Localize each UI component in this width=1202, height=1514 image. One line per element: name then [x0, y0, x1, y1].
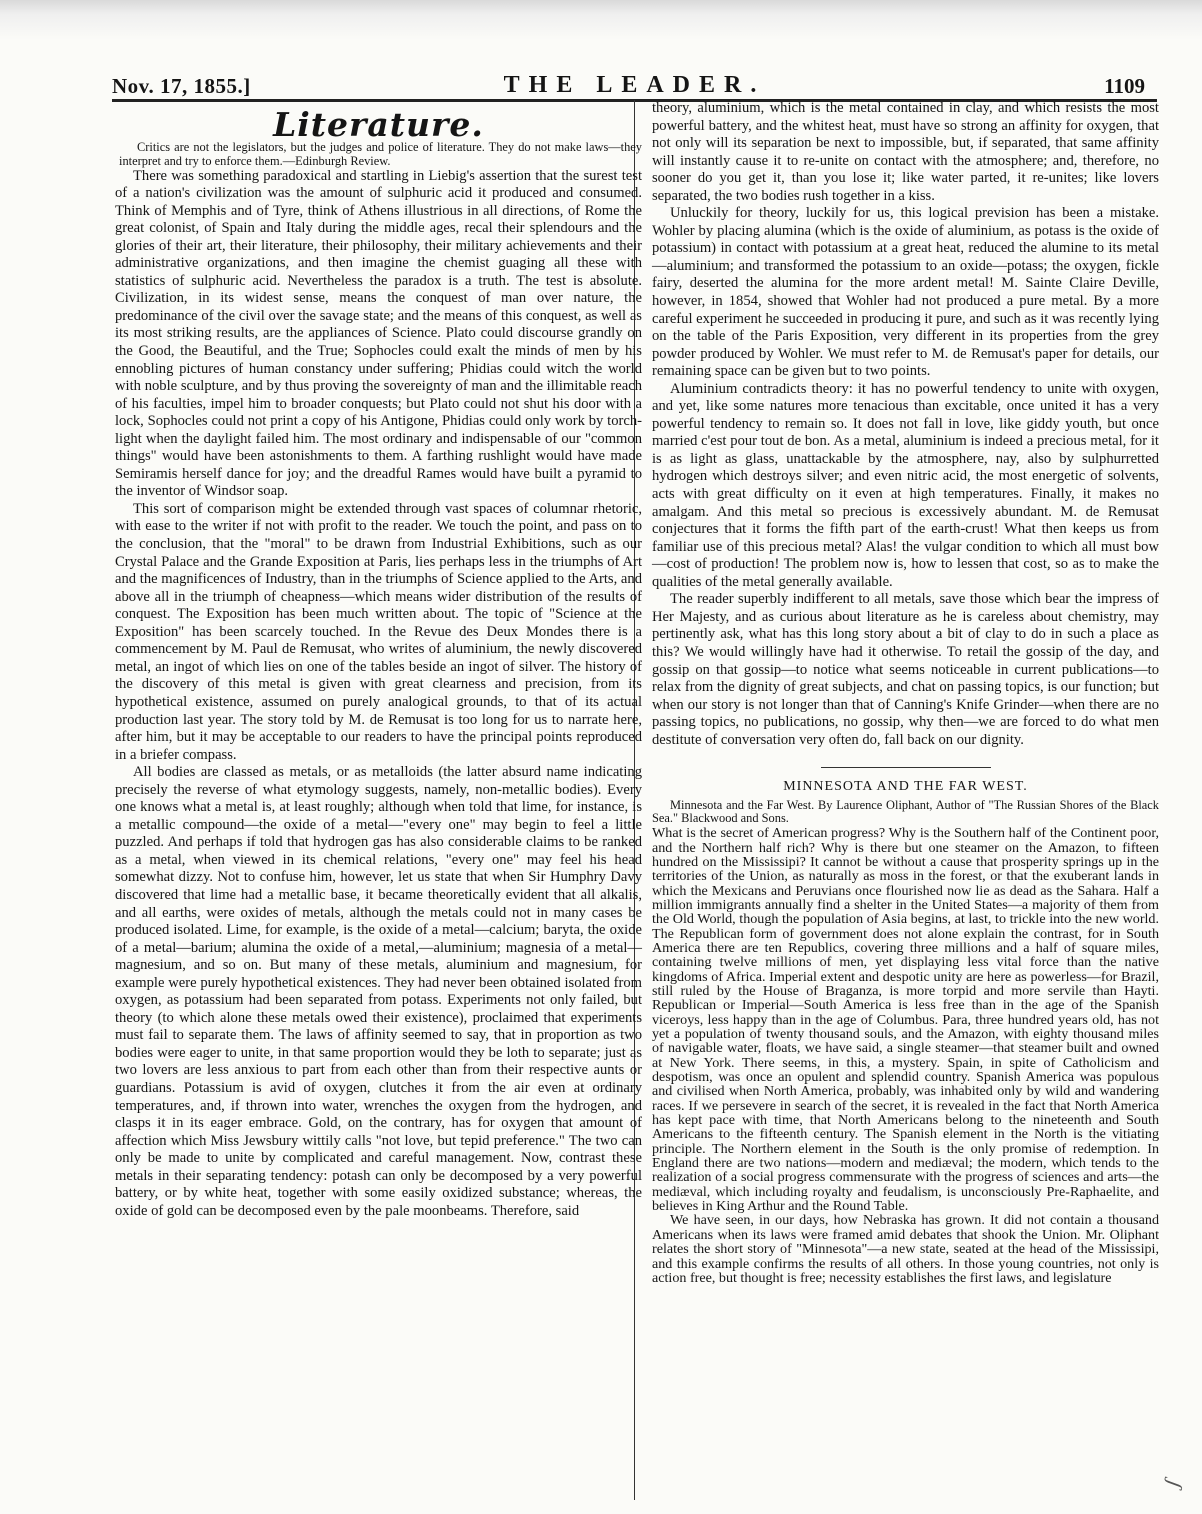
- review-paragraph: We have seen, in our days, how Nebraska has grown. It did not contain a thousand Americans when its laws were framed amid debates that shook the Union. Mr. Oliphant relates the short story of "Minnesota"—a new state, seated at the head of the Mississipi, and this example confirms the results of all others. In those young countries, not only is action free, but thought is free; necessity establishes the first laws, and legislature: [652, 1212, 1159, 1286]
- masthead-title: THE LEADER.: [503, 72, 766, 98]
- section-divider: [821, 767, 991, 768]
- article-paragraph: Aluminium contradicts theory: it has no powerful tendency to unite with oxygen, and yet, like some natures more tenacious than excitable, once united it has a very powerful tendency to remain so. It does not fall in love, like giddy youth, but once married c'est pour tout de bon. As a metal, aluminium is indeed a precious metal, for it is as light as glass, unattackable by the atmosphere, nay, also by sulphurretted hydrogen which destroys silver; and even nitric acid, the most energetic of solvents, acts with great difficulty on it even at high temperatures. Finally, it makes no amalgam. And this metal so precious is excessively abundant. M. de Remusat conjectures that it forms the fifth part of the earth-crust! What then keeps us from familiar use of this precious metal? Alas! the vulgar condition to which all must bow—cost of production! The problem now is, how to lessen that cost, so as to make the qualities of the metal generally available.: [652, 380, 1159, 590]
- page-number: 1109: [1104, 74, 1145, 98]
- article-paragraph: There was something paradoxical and startling in Liebig's assertion that the surest test of a nation's civilization was the amount of sulphuric acid it produced and consumed. Think of Memphis and of Tyre, think of Athens illustrious in all directions, of Rome the great colonist, of Spain and Italy during the middle ages, recal their splendours and the glories of their art, their literature, their philosophy, their military achievements and their administrative organizations, and then imagine the chemist guaging all these with statistics of sulphuric acid. Nevertheless the paradox is a truth. The test is absolute. Civilization, in its widest sense, means the conquest of man over nature, the predominance of the civil over the savage state; and the means of this conquest, as well as its most striking results, are the appliances of Science. Plato could discourse grandly on the Good, the Beautiful, and the True; Sophocles could exalt the minds of men by his ennobling pictures of human constancy under suffering; Phidias could witch the world with noble sculpture, and by thus proving the sovereignty of man and the illimitable reach of his faculties, impel him to broader conquests; but Plato could not shut his door with a lock, Sophocles could not print a copy of his Antigone, Phidias could only work by torch-light when the daylight failed him. The most ordinary and indispensable of our "common things" would have been astonishments to them. A farthing rushlight would have made Semiramis herself dance for joy; and the dreadful Rames would have built a pyramid to the inventor of Windsor soap.: [115, 167, 642, 500]
- article-paragraph: Unluckily for theory, luckily for us, this logical prevision has been a mistake. Wohler by placing alumina (which is the oxide of aluminium, as potass is the oxide of potassium) in contact with potassium at a great heat, reduced the alumine to its metal—aluminium; and transformed the potassium to an oxide—potass; the oxygen, fickle fairy, deserted the alumina for the more ardent metal! M. Sainte Claire Deville, however, in 1854, showed that Wohler had not produced a pure metal. By a more careful experiment he succeeded in producing it pure, and such as it was recently lying on the table of the Paris Exposition, very different in its properties from the grey powder produced by Wohler. We must refer to M. de Remusat's paper for details, our remaining space can be given but to two points.: [652, 205, 1159, 380]
- review-heading: MINNESOTA AND THE FAR WEST.: [783, 779, 1028, 795]
- margin-mark: ʃ: [1158, 1475, 1185, 1491]
- left-column: [115, 100, 642, 1220]
- article-paragraph: All bodies are classed as metals, or as metalloids (the latter absurd name indicating precisely the reverse of what etymology suggests, namely, non-metallic bodies). Every one knows what a metal is, at least roughly; although when told that lime, for instance, is a metallic compound—the oxide of a metal—"every one" may begin to feel a little puzzled. And perhaps if told that hydrogen gas has also considerable claims to be ranked as a metal, when viewed in its chemical relations, "every one" may feel his head somewhat dizzy. Not to confuse him, however, let us state that when Sir Humphry Davy discovered that lime had a metallic base, it became theoretically evident that all alkalis, and all earths, were oxides of metals, although the metals could not in many cases be produced isolated. Lime, for example, is the oxide of a metal—calcium; baryta, the oxide of a metal—barium; alumina the oxide of a metal,—aluminium; magnesia of a metal—magnesium, and so on. But many of these metals, aluminium and magnesium, for example were purely hypothetical existences. They had never been obtained isolated from oxygen, as potassium had been separated from potass. Experiments not only failed, but theory (to which alone these metals owed their existence), proclaimed that experiments must fail to separate them. The laws of affinity seemed to say, that in proportion as two bodies were eager to unite, in that same proportion would they be loth to separate; just as two lovers are less anxious to part from each other than from their respective aunts or guardians. Potassium is avid of oxygen, clutches it from the air even at ordinary temperatures, and, if thrown into water, wrenches the oxygen from the hydrogen, and clasps it in its eager embrace. Gold, on the contrary, has for oxygen that amount of affection which Miss Jewsbury wittily calls "not love, but tepid preference." The two can only be made to unite by complicated and careful management. Now, contrast these metals in their separating tendency: potash can only be decomposed by a very powerful battery, or by white heat, together with some easily oxidized substance; whereas, the oxide of gold can be decomposed even by the pale moonbeams. Therefore, said: [115, 764, 642, 1219]
- epigraph: Critics are not the legislators, but the judges and police of literature. They do not make laws—they interpret and try to enforce them.—Edinburgh Review.: [119, 139, 642, 168]
- article-paragraph: theory, aluminium, which is the metal contained in clay, and which resists the most powerful battery, and the whitest heat, must have so strong an affinity for oxygen, that not only will its separation be next to impossible, but, if separated, that same affinity will instantly cause it to re-unite on contact with the atmosphere; and, therefore, no sooner do you get it, than you lose it; like water parted, it re-unites; like lovers separated, the two bodies rush together in a kiss.: [652, 100, 1159, 204]
- article-paragraph: The reader superbly indifferent to all metals, save those which bear the impress of Her Majesty, and as curious about literature as he is careless about chemistry, may pertinently ask, what has this long story about a bit of clay to do in such a place as this? We would willingly have had it otherwise. To retail the gossip of the day, and gossip on that gossip—to notice what seems noticeable in current publications—to relax from the dignity of great subjects, and chat on passing topics, is our function; but when our story is not longer than that of Canning's Knife Grinder—when there are no passing topics, no publications, no gossip, why then—we are forced to do what men destitute of conversation very often do, fall back on our dignity.: [652, 591, 1159, 748]
- issue-date: Nov. 17, 1855.]: [112, 74, 251, 98]
- review-body: [652, 826, 1159, 1285]
- article-paragraph: This sort of comparison might be extended through vast spaces of columnar rhetoric, with ease to the writer if not with profit to the reader. We touch the point, and pass on to the conclusion, that the "moral" to be drawn from Industrial Exhibitions, such as our Crystal Palace and the Grande Exposition at Paris, lies perhaps less in the triumphs of Art and the magnificences of Industry, than in the triumphs of Science applied to the Arts, and above all in the triumph of cheapness—which means wider distribution of the results of conquest. The Exposition has been much written about. The topic of "Science at the Exposition" has been scarcely touched. In the Revue des Deux Mondes there is a commencement by M. Paul de Remusat, who writes of aluminium, the newly discovered metal, an ingot of which lies on one of the tables beside an ingot of silver. The history of the discovery of this metal is given with great clearness and precision, from its hypothetical existence, assumed on purely analogical grounds, to that of its actual production last year. The story told by M. de Remusat is too long for us to narrate here, after him, but it may be acceptable to our readers to have the principal points reproduced in a briefer compass.: [115, 500, 642, 763]
- right-column: [652, 100, 1159, 1285]
- section-title: Literature.: [273, 105, 484, 144]
- review-paragraph: What is the secret of American progress? Why is the Southern half of the Continent poor, and the Northern half rich? Why is there but one steamer on the Amazon, to fifteen hundred on the Mississipi? It cannot be without a cause that prosperity springs up in the territories of the Union, as naturally as moss in the forest, or that the exuberant lands in which the Mexicans and Peruvians once flourished now lie as dead as the Sahara. Half a million immigrants annually find a shelter in the United States—a majority of them from the Old World, though the population of Asia begins, at last, to trickle into the new world. The Republican form of government does not alone explain the contrast, for in South America there are ten Republics, covering three millions and a half of square miles, containing twelve millions of men, yet displaying less vital force than the native kingdoms of Africa. Imperial extent and despotic unity are here as powerless—for Brazil, still ruled by the House of Braganza, is more torpid and more servile than Hayti. Republican or Imperial—South America is less free than in the age of the Spanish viceroys, less happy than in the age of Columbus. Para, three hundred years old, has not yet a population of twenty thousand souls, and the Amazon, with eighty thousand miles of navigable water, floats, we have said, a single steamer—that steamer built and owned at New York. There seems, in this, a mystery. Spain, in spite of Catholicism and despotism, was once an opulent and splendid country. Spanish America was populous and civilised when North America, probably, was inhabited only by wild and wandering races. If we persevere in search of the secret, it is revealed in the fact that North America has kept pace with time, that North Americans belong to the nineteenth and South Americans to the fifteenth century. The Spanish element in the North is the vitiating principle. The Northern element in the South is the only promise of redemption. In England there are two nations—modern and mediæval; the modern, which tends to the realization of a social progress commensurate with the progress of sciences and arts—the mediæval, which including royalty and feudalism, is unconsciously Pre-Raphaelite, and believes in King Arthur and the Round Table.: [652, 825, 1159, 1215]
- review-caption: Minnesota and the Far West. By Laurence Oliphant, Author of "The Russian Shores of the Black Sea." Blackwood and Sons.: [652, 797, 1159, 826]
- scan-shadow: [0, 0, 1202, 40]
